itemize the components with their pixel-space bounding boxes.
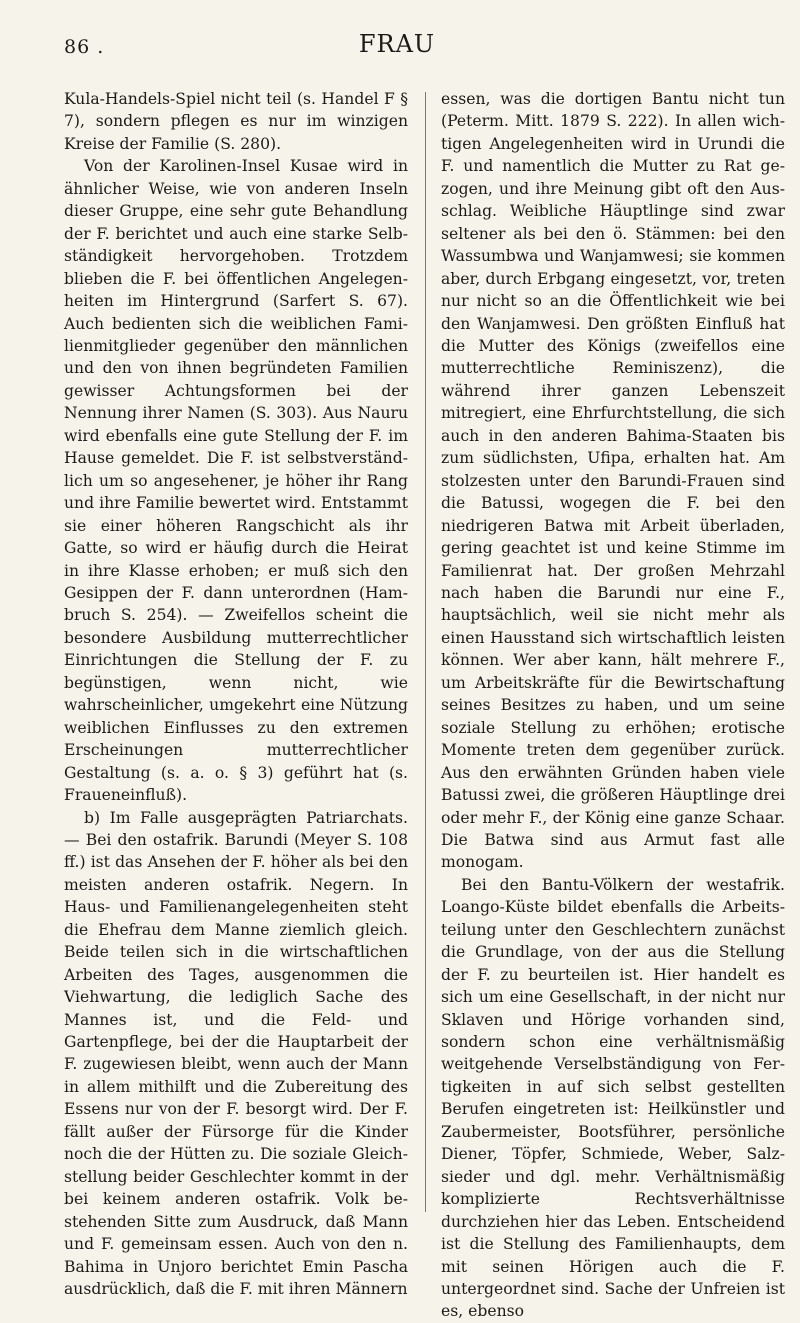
page-header bbox=[64, 30, 730, 70]
paragraph: essen, was die dortigen Bantu nicht tun (Peterm. Mitt. 1879 S. 222). In allen wichtigen Angelegenheiten wird in Urundi die F. und namentlich die Mutter zu Rat gezogen, und ihre Meinung gibt oft den Ausschlag. Weibliche Häuptlinge sind zwar seltener als bei den ö. Stämmen: bei den Wassumbwa und Wanjamwesi; sie kommen aber, durch Erbgang eingesetzt, vor, treten nur nicht so an die Öffentlichkeit wie bei den Wanjamwesi. Den größten Einfluß hat die Mutter des Königs (zweifellos eine mutterrechtliche Reminiszenz), die während ihrer ganzen Lebenszeit mitregiert, eine Ehrfurchtstellung, die sich auch in den anderen Bahima-Staaten bis zum südlichsten, Ufipa, erhalten hat. Am stolzesten unter den Barundi-Frauen sind die Batussi, wogegen die F. bei den niedrigeren Batwa mit Arbeit überladen, gering geachtet ist und keine Stimme im Familienrat hat. Der großen Mehrzahl nach haben die Barundi nur eine F., hauptsächlich, weil sie nicht mehr als einen Hausstand sich wirtschaftlich leisten können. Wer aber kann, hält mehrere F., um Arbeitskräfte für die Bewirtschaftung seines Besitzes zu haben, und um seine soziale Stellung zu erhöhen; erotische Momente treten dem gegenüber zurück. Aus den erwähnten Gründen haben viele Batussi zwei, die größeren Häuptlinge drei oder mehr F., der König eine ganze Schaar. Die Batwa sind aus Armut fast alle monogam. bbox=[441, 90, 785, 872]
left-column bbox=[64, 88, 408, 1300]
column-divider bbox=[425, 92, 426, 1212]
paragraph: b) Im Falle ausgeprägten Patriarchats. — Bei den ostafrik. Barundi (Meyer S. 108 ff.) ist das Ansehen der F. höher als bei den meisten anderen ostafrik. Negern. In Haus- und Familienangelegenheiten steht die Ehefrau dem Manne ziemlich gleich. Beide teilen sich in die wirtschaftlichen Arbeiten des Tages, ausgenommen die Viehwartung, die lediglich Sache des Mannes ist, und die Feld- und Gartenpflege, bei der die Hauptarbeit der F. zugewiesen bleibt, wenn auch der Mann in allem mithilft und die Zubereitung des Essens nur von der F. besorgt wird. Der F. fällt außer der Fürsorge für die Kinder noch die der Hütten zu. Die soziale Gleichstellung beider Geschlechter kommt in der bei keinem anderen ostafrik. Volk bestehenden Sitte zum Ausdruck, daß Mann und F. gemeinsam essen. Auch von den n. Bahima in Unjoro berichtet Emin Pascha ausdrücklich, daß die F. mit ihren Männern bbox=[64, 808, 408, 1299]
page-number: 86 . bbox=[64, 36, 105, 58]
running-title: FRAU bbox=[358, 30, 436, 58]
right-column bbox=[441, 88, 785, 1323]
paragraph: Kula-Handels-Spiel nicht teil (s. Handel F § 7), sondern pflegen es nur im winzigen Kreise der Familie (S. 280). bbox=[64, 90, 408, 153]
paragraph: Bei den Bantu-Völkern der westafrik. Loango-Küste bildet ebenfalls die Arbeitsteilung unter den Geschlechtern zunächst die Grundlage, von der aus die Stellung der F. zu beurteilen ist. Hier handelt es sich um eine Gesellschaft, in der nicht nur Sklaven und Hörige vorhanden sind, sondern schon eine verhältnismäßig weitgehende Verselbständigung von Fertigkeiten in auf sich selbst gestellten Berufen eingetreten ist: Heilkünstler und Zaubermeister, Bootsführer, persönliche Diener, Töpfer, Schmiede, Weber, Salzsieder und dgl. mehr. Verhältnismäßig komplizierte Rechtsverhältnisse durchziehen hier das Leben. Entscheidend ist die Stellung des Familienhaupts, dem mit seinen Hörigen auch die F. untergeordnet sind. Sache der Unfreien ist es, ebenso bbox=[441, 875, 785, 1321]
paragraph: Von der Karolinen-Insel Kusae wird in ähnlicher Weise, wie von anderen Inseln dieser Gruppe, eine sehr gute Behandlung der F. berichtet und auch eine starke Selbständigkeit hervorgehoben. Trotzdem blieben die F. bei öffentlichen Angelegenheiten im Hintergrund (Sarfert S. 67). Auch bedienten sich die weiblichen Familienmitglieder gegenüber den männlichen und den von ihnen begründeten Familien gewisser Achtungsformen bei der Nennung ihrer Namen (S. 303). Aus Nauru wird ebenfalls eine gute Stellung der F. im Hause gemeldet. Die F. ist selbstverständlich um so angesehener, je höher ihr Rang und ihre Familie bewertet wird. Entstammt sie einer höheren Rangschicht als ihr Gatte, so wird er häufig durch die Heirat in ihre Klasse erhoben; er muß sich den Gesippen der F. dann unterordnen (Hambruch S. 254). — Zweifellos scheint die besondere Ausbildung mutterrechtlicher Einrichtungen die Stellung der F. zu begünstigen, wenn nicht, wie wahrscheinlicher, umgekehrt eine Nützung weiblichen Einflusses zu den extremen Erscheinungen mutterrechtlicher Gestaltung (s. a. o. § 3) geführt hat (s. Fraueneinfluß). bbox=[64, 157, 408, 805]
